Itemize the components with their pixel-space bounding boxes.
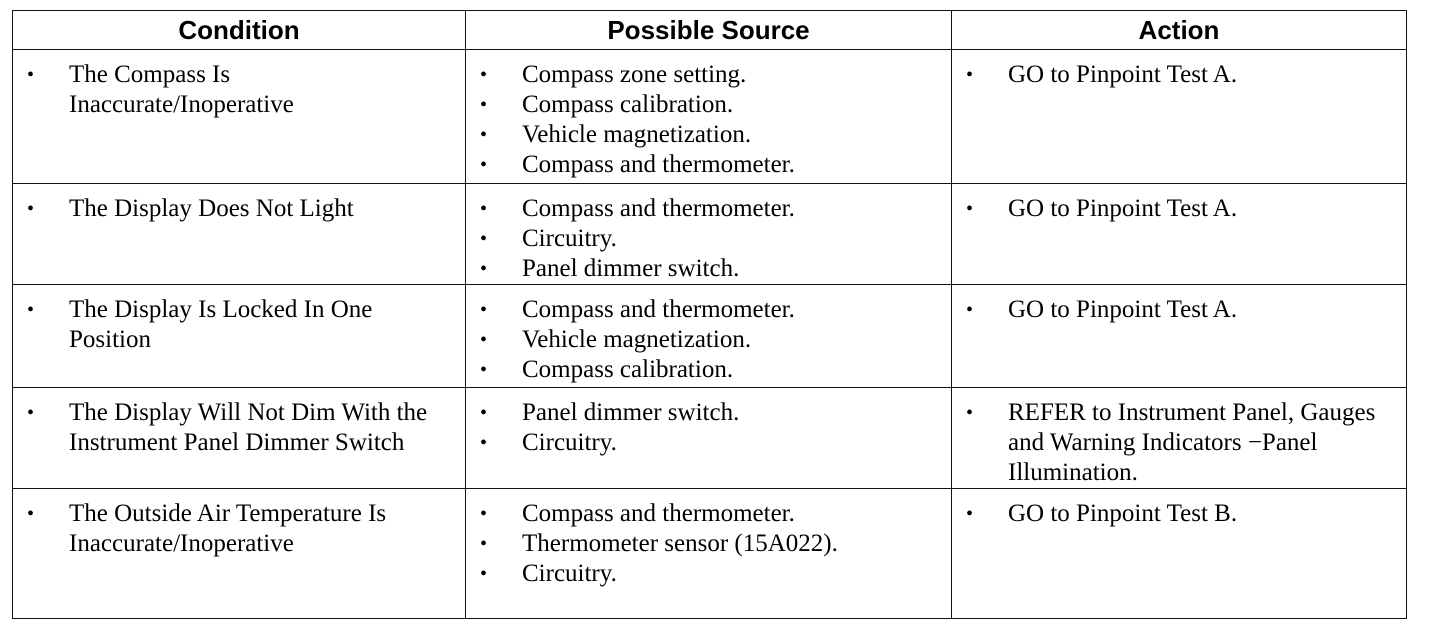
bullet: • xyxy=(480,533,488,555)
condition-text: The Display Is Locked In One Position xyxy=(69,296,373,353)
list-item xyxy=(466,120,951,150)
source-text: Panel dimmer switch. xyxy=(522,399,740,426)
bullet: • xyxy=(480,359,488,381)
header-action: Action xyxy=(952,11,1407,50)
table-row xyxy=(13,388,1407,489)
source-text: Circuitry. xyxy=(522,560,617,587)
condition-cell xyxy=(13,285,466,388)
source-text: Thermometer sensor (15A022). xyxy=(522,530,838,557)
bullet: • xyxy=(27,64,35,86)
list-item xyxy=(466,295,951,325)
bullet: • xyxy=(27,503,35,525)
list-item xyxy=(466,529,951,559)
list-item xyxy=(466,194,951,224)
list-item xyxy=(466,428,951,458)
action-cell xyxy=(952,489,1407,619)
list-item xyxy=(13,194,465,224)
bullet: • xyxy=(27,299,35,321)
bullet: • xyxy=(966,402,974,424)
source-text: Compass and thermometer. xyxy=(522,195,795,222)
table-row xyxy=(13,285,1407,388)
action-text: GO to Pinpoint Test B. xyxy=(1008,500,1238,527)
source-text: Compass calibration. xyxy=(522,91,734,118)
table-row xyxy=(13,489,1407,619)
condition-text: The Display Will Not Dim With the Instrument Panel Dimmer Switch xyxy=(69,399,428,456)
header-possible-source: Possible Source xyxy=(466,11,952,50)
bullet: • xyxy=(966,503,974,525)
condition-cell xyxy=(13,184,466,285)
source-text: Compass and thermometer. xyxy=(522,500,795,527)
action-cell xyxy=(952,184,1407,285)
bullet: • xyxy=(480,198,488,220)
source-cell xyxy=(466,489,952,619)
bullet: • xyxy=(480,329,488,351)
table-row xyxy=(13,184,1407,285)
list-item xyxy=(13,295,465,355)
bullet: • xyxy=(480,503,488,525)
bullet: • xyxy=(480,563,488,585)
bullet: • xyxy=(480,154,488,176)
source-cell xyxy=(466,285,952,388)
bullet: • xyxy=(480,124,488,146)
source-cell xyxy=(466,50,952,184)
header-condition: Condition xyxy=(13,11,466,50)
list-item xyxy=(466,559,951,589)
list-item xyxy=(466,499,951,529)
action-cell xyxy=(952,285,1407,388)
bullet: • xyxy=(966,299,974,321)
bullet: • xyxy=(480,228,488,250)
list-item xyxy=(952,398,1406,488)
bullet: • xyxy=(480,94,488,116)
source-text: Vehicle magnetization. xyxy=(522,326,752,353)
condition-cell xyxy=(13,50,466,184)
list-item xyxy=(466,60,951,90)
bullet: • xyxy=(480,299,488,321)
source-text: Circuitry. xyxy=(522,429,617,456)
condition-cell xyxy=(13,388,466,489)
condition-text: The Display Does Not Light xyxy=(69,195,354,222)
action-text: GO to Pinpoint Test A. xyxy=(1008,61,1238,88)
bullet: • xyxy=(966,198,974,220)
bullet: • xyxy=(27,198,35,220)
source-cell xyxy=(466,184,952,285)
bullet: • xyxy=(480,432,488,454)
source-text: Compass and thermometer. xyxy=(522,296,795,323)
source-text: Compass and thermometer. xyxy=(522,151,795,178)
list-item xyxy=(466,355,951,385)
diagnosis-table xyxy=(12,10,1407,619)
source-cell xyxy=(466,388,952,489)
source-text: Compass zone setting. xyxy=(522,61,747,88)
list-item xyxy=(952,194,1406,224)
source-text: Compass calibration. xyxy=(522,356,734,383)
condition-text: The Outside Air Temperature Is Inaccurate/Inoperative xyxy=(69,500,387,557)
list-item xyxy=(952,60,1406,90)
condition-cell xyxy=(13,489,466,619)
bullet: • xyxy=(27,402,35,424)
bullet: • xyxy=(480,402,488,424)
list-item xyxy=(13,499,465,559)
bullet: • xyxy=(480,258,488,280)
list-item xyxy=(466,150,951,180)
action-cell xyxy=(952,388,1407,489)
source-text: Vehicle magnetization. xyxy=(522,121,752,148)
list-item xyxy=(13,398,465,458)
bullet: • xyxy=(966,64,974,86)
action-cell xyxy=(952,50,1407,184)
list-item xyxy=(952,295,1406,325)
condition-text: The Compass Is Inaccurate/Inoperative xyxy=(69,61,294,118)
header-row xyxy=(13,11,1407,50)
list-item xyxy=(466,254,951,284)
source-text: Panel dimmer switch. xyxy=(522,255,740,282)
list-item xyxy=(466,224,951,254)
list-item xyxy=(13,60,465,120)
list-item xyxy=(466,398,951,428)
action-text: GO to Pinpoint Test A. xyxy=(1008,195,1238,222)
action-text: REFER to Instrument Panel, Gauges and Warning Indicators −Panel Illumination. xyxy=(1008,399,1376,486)
source-text: Circuitry. xyxy=(522,225,617,252)
list-item xyxy=(466,325,951,355)
list-item xyxy=(466,90,951,120)
table-row xyxy=(13,50,1407,184)
list-item xyxy=(952,499,1406,529)
diagnosis-table-container xyxy=(12,10,1406,619)
action-text: GO to Pinpoint Test A. xyxy=(1008,296,1238,323)
bullet: • xyxy=(480,64,488,86)
